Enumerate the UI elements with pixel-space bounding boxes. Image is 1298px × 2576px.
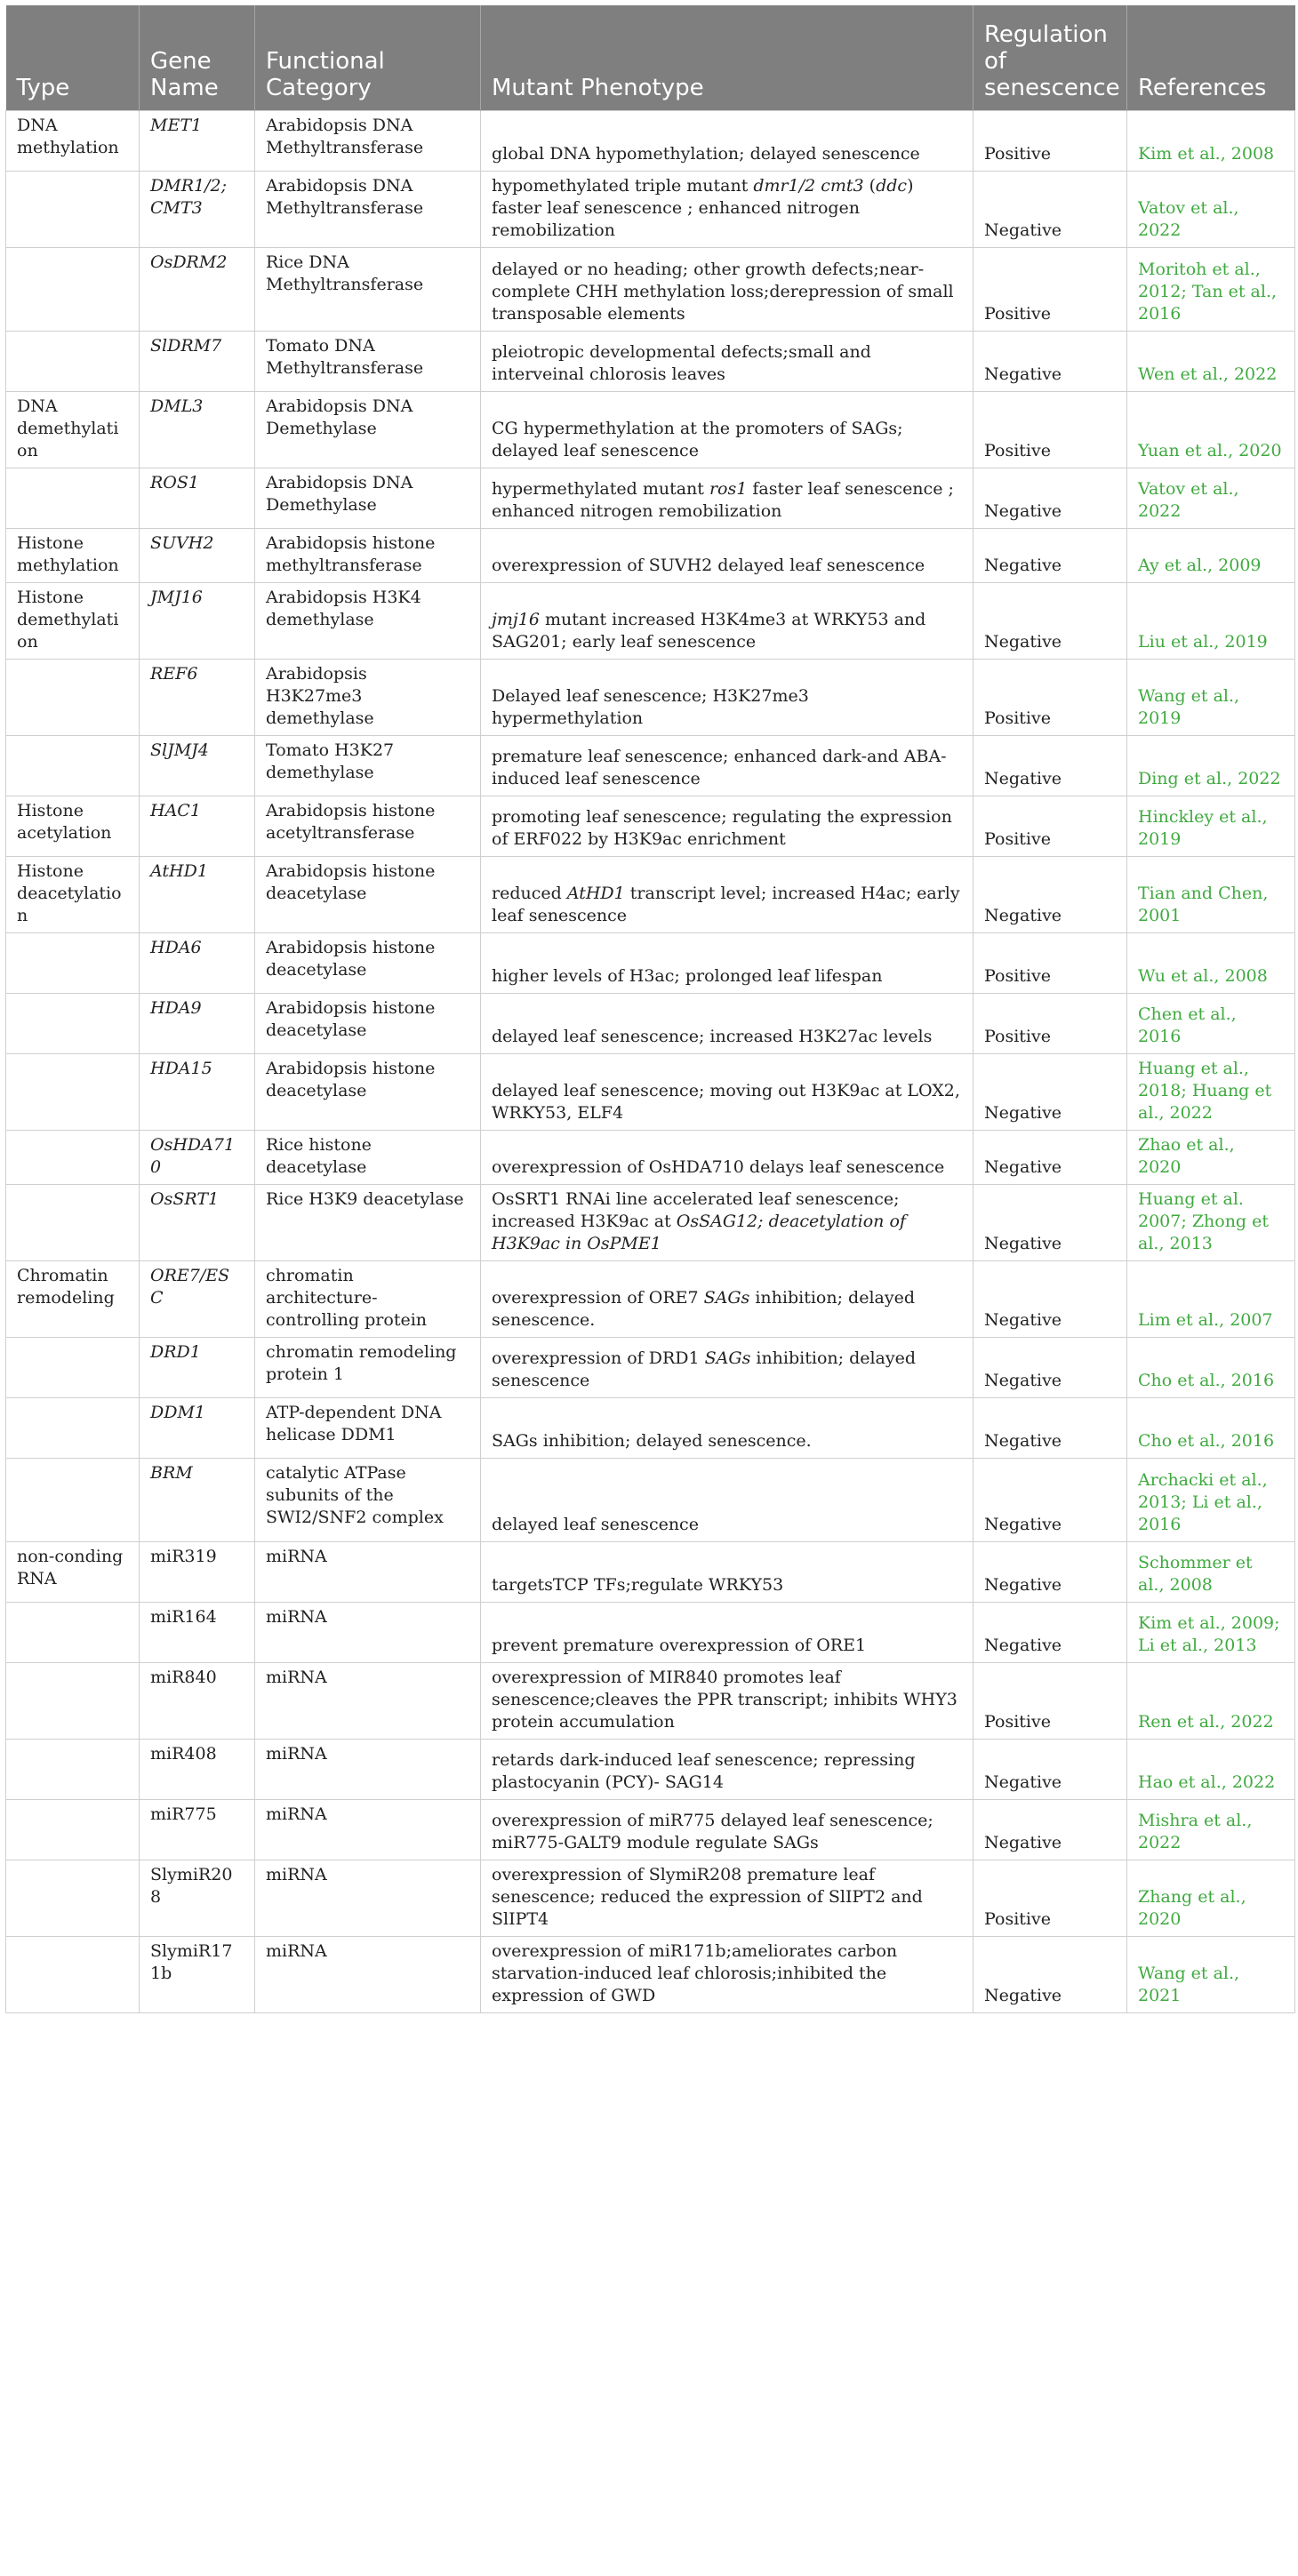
cell-type bbox=[6, 933, 140, 994]
cell-references bbox=[1127, 1937, 1295, 2013]
cell-gene-name: HAC1 bbox=[140, 796, 255, 857]
reference-link[interactable]: Mishra et al., 2022 bbox=[1138, 1811, 1253, 1852]
cell-functional-category: miRNA bbox=[255, 1740, 481, 1800]
reference-link[interactable]: Zhang et al., 2020 bbox=[1138, 1887, 1246, 1929]
cell-type bbox=[6, 994, 140, 1054]
cell-regulation: Negative bbox=[974, 529, 1127, 583]
cell-gene-name: OsDRM2 bbox=[140, 248, 255, 332]
cell-mutant-phenotype: delayed leaf senescence; moving out H3K9ac at LOX2, WRKY53, ELF4 bbox=[481, 1054, 974, 1131]
table-row bbox=[6, 994, 1295, 1054]
cell-functional-category: ATP-dependent DNA helicase DDM1 bbox=[255, 1398, 481, 1459]
cell-functional-category: miRNA bbox=[255, 1603, 481, 1663]
cell-type: Histone acetylation bbox=[6, 796, 140, 857]
cell-type: DNA demethylation bbox=[6, 392, 140, 468]
reference-link[interactable]: Kim et al., 2008 bbox=[1138, 144, 1275, 164]
cell-gene-name: OsSRT1 bbox=[140, 1185, 255, 1261]
cell-gene-name: DRD1 bbox=[140, 1338, 255, 1398]
cell-gene-name: HDA15 bbox=[140, 1054, 255, 1131]
cell-references bbox=[1127, 736, 1295, 796]
reference-link[interactable]: Hao et al., 2022 bbox=[1138, 1772, 1276, 1792]
reference-link[interactable]: Zhao et al., 2020 bbox=[1138, 1135, 1235, 1177]
table-row bbox=[6, 796, 1295, 857]
cell-functional-category: miRNA bbox=[255, 1800, 481, 1860]
cell-functional-category: Arabidopsis H3K27me3 demethylase bbox=[255, 660, 481, 736]
cell-type bbox=[6, 1459, 140, 1542]
cell-references bbox=[1127, 1603, 1295, 1663]
cell-gene-name: SUVH2 bbox=[140, 529, 255, 583]
table-row bbox=[6, 583, 1295, 660]
cell-functional-category: Arabidopsis H3K4 demethylase bbox=[255, 583, 481, 660]
cell-references bbox=[1127, 332, 1295, 392]
cell-type bbox=[6, 1131, 140, 1185]
reference-link[interactable]: Schommer et al., 2008 bbox=[1138, 1553, 1253, 1595]
cell-functional-category: Arabidopsis histone deacetylase bbox=[255, 857, 481, 933]
cell-type: Histone deacetylation bbox=[6, 857, 140, 933]
reference-link[interactable]: Tian and Chen, 2001 bbox=[1138, 884, 1269, 925]
cell-mutant-phenotype: hypomethylated triple mutant dmr1/2 cmt3 (ddc) faster leaf senescence ; enhanced nitrogen remobilization bbox=[481, 172, 974, 248]
cell-type bbox=[6, 1185, 140, 1261]
cell-mutant-phenotype: overexpression of DRD1 SAGs inhibition; delayed senescence bbox=[481, 1338, 974, 1398]
cell-functional-category: miRNA bbox=[255, 1663, 481, 1740]
cell-type bbox=[6, 1398, 140, 1459]
cell-functional-category: chromatin remodeling protein 1 bbox=[255, 1338, 481, 1398]
cell-references bbox=[1127, 1800, 1295, 1860]
table-row bbox=[6, 248, 1295, 332]
cell-functional-category: catalytic ATPase subunits of the SWI2/SNF2 complex bbox=[255, 1459, 481, 1542]
cell-mutant-phenotype: premature leaf senescence; enhanced dark-and ABA- induced leaf senescence bbox=[481, 736, 974, 796]
cell-references bbox=[1127, 857, 1295, 933]
cell-references bbox=[1127, 172, 1295, 248]
cell-references bbox=[1127, 933, 1295, 994]
header-row bbox=[6, 5, 1295, 111]
header-references: References bbox=[1127, 5, 1295, 111]
cell-gene-name: JMJ16 bbox=[140, 583, 255, 660]
reference-link[interactable]: Wu et al., 2008 bbox=[1138, 966, 1268, 986]
cell-gene-name: SlDRM7 bbox=[140, 332, 255, 392]
table-row bbox=[6, 1800, 1295, 1860]
table-row bbox=[6, 736, 1295, 796]
cell-mutant-phenotype: overexpression of miR775 delayed leaf senescence; miR775-GALT9 module regulate SAGs bbox=[481, 1800, 974, 1860]
reference-link[interactable]: Li et al., 2013 bbox=[1138, 1636, 1257, 1655]
table-row bbox=[6, 1261, 1295, 1338]
cell-type bbox=[6, 1860, 140, 1937]
reference-link[interactable]: Huang et al., 2018; bbox=[1138, 1059, 1249, 1100]
cell-references bbox=[1127, 1185, 1295, 1261]
cell-gene-name: OsHDA710 bbox=[140, 1131, 255, 1185]
cell-mutant-phenotype: prevent premature overexpression of ORE1 bbox=[481, 1603, 974, 1663]
header-mutant-phenotype: Mutant Phenotype bbox=[481, 5, 974, 111]
cell-mutant-phenotype: global DNA hypomethylation; delayed senescence bbox=[481, 111, 974, 172]
cell-functional-category: miRNA bbox=[255, 1937, 481, 2013]
cell-mutant-phenotype: jmj16 mutant increased H3K4me3 at WRKY53 and SAG201; early leaf senescence bbox=[481, 583, 974, 660]
table-row bbox=[6, 529, 1295, 583]
table-row bbox=[6, 660, 1295, 736]
cell-mutant-phenotype: delayed leaf senescence bbox=[481, 1459, 974, 1542]
reference-link[interactable]: Wang et al., 2021 bbox=[1138, 1964, 1240, 2005]
table-row bbox=[6, 1338, 1295, 1398]
reference-link[interactable]: Wang et al., 2019 bbox=[1138, 686, 1240, 728]
cell-type bbox=[6, 248, 140, 332]
cell-regulation: Positive bbox=[974, 1663, 1127, 1740]
cell-regulation: Negative bbox=[974, 1740, 1127, 1800]
cell-mutant-phenotype: reduced AtHD1 transcript level; increased H4ac; early leaf senescence bbox=[481, 857, 974, 933]
cell-references bbox=[1127, 994, 1295, 1054]
cell-mutant-phenotype: OsSRT1 RNAi line accelerated leaf senescence; increased H3K9ac at OsSAG12; deacetylation of H3K9ac in OsPME1 bbox=[481, 1185, 974, 1261]
cell-regulation: Negative bbox=[974, 583, 1127, 660]
cell-gene-name: HDA9 bbox=[140, 994, 255, 1054]
cell-mutant-phenotype: pleiotropic developmental defects;small and interveinal chlorosis leaves bbox=[481, 332, 974, 392]
reference-link[interactable]: Cho et al., 2016 bbox=[1138, 1431, 1275, 1451]
cell-type bbox=[6, 1054, 140, 1131]
cell-mutant-phenotype: overexpression of OsHDA710 delays leaf senescence bbox=[481, 1131, 974, 1185]
cell-type: non-conding RNA bbox=[6, 1542, 140, 1603]
reference-link[interactable]: Li et al., 2016 bbox=[1138, 1492, 1262, 1534]
reference-link[interactable]: Archacki et al., 2013; bbox=[1138, 1470, 1268, 1512]
cell-regulation: Negative bbox=[974, 1185, 1127, 1261]
header-regulation: Regulation of senescence bbox=[974, 5, 1127, 111]
table-row bbox=[6, 332, 1295, 392]
table-row bbox=[6, 1860, 1295, 1937]
cell-references bbox=[1127, 1663, 1295, 1740]
reference-link[interactable]: Huang et al. 2007; bbox=[1138, 1189, 1244, 1231]
cell-regulation: Negative bbox=[974, 1261, 1127, 1338]
cell-functional-category: Rice histone deacetylase bbox=[255, 1131, 481, 1185]
cell-mutant-phenotype: overexpression of ORE7 SAGs inhibition; delayed senescence. bbox=[481, 1261, 974, 1338]
table-row bbox=[6, 1459, 1295, 1542]
reference-link[interactable]: Yuan et al., 2020 bbox=[1138, 441, 1282, 460]
reference-link[interactable]: Huang et al., 2022 bbox=[1138, 1081, 1272, 1123]
table-row bbox=[6, 1185, 1295, 1261]
table-row bbox=[6, 1131, 1295, 1185]
cell-references bbox=[1127, 1398, 1295, 1459]
gene-table-sheet bbox=[5, 5, 1294, 2013]
cell-regulation: Positive bbox=[974, 392, 1127, 468]
cell-mutant-phenotype: hypermethylated mutant ros1 faster leaf senescence ; enhanced nitrogen remobilization bbox=[481, 468, 974, 529]
reference-link[interactable]: Vatov et al., 2022 bbox=[1138, 198, 1239, 240]
cell-mutant-phenotype: CG hypermethylation at the promoters of SAGs; delayed leaf senescence bbox=[481, 392, 974, 468]
cell-gene-name: miR840 bbox=[140, 1663, 255, 1740]
cell-mutant-phenotype: promoting leaf senescence; regulating the expression of ERF022 by H3K9ac enrichment bbox=[481, 796, 974, 857]
table-row bbox=[6, 1398, 1295, 1459]
table-row bbox=[6, 392, 1295, 468]
cell-references bbox=[1127, 583, 1295, 660]
cell-references bbox=[1127, 1459, 1295, 1542]
cell-functional-category: Rice H3K9 deacetylase bbox=[255, 1185, 481, 1261]
cell-type: Histone methylation bbox=[6, 529, 140, 583]
reference-link[interactable]: Vatov et al., 2022 bbox=[1138, 479, 1239, 521]
cell-type bbox=[6, 1740, 140, 1800]
header-type: Type bbox=[6, 5, 140, 111]
cell-type bbox=[6, 332, 140, 392]
cell-gene-name: miR408 bbox=[140, 1740, 255, 1800]
cell-type bbox=[6, 1937, 140, 2013]
cell-gene-name: AtHD1 bbox=[140, 857, 255, 933]
cell-gene-name: SlymiR208 bbox=[140, 1860, 255, 1937]
cell-gene-name: HDA6 bbox=[140, 933, 255, 994]
cell-gene-name: ORE7/ESC bbox=[140, 1261, 255, 1338]
reference-link[interactable]: Liu et al., 2019 bbox=[1138, 632, 1268, 652]
cell-type bbox=[6, 1800, 140, 1860]
cell-gene-name: SlJMJ4 bbox=[140, 736, 255, 796]
reference-link[interactable]: Kim et al., 2009; bbox=[1138, 1613, 1280, 1633]
cell-regulation: Negative bbox=[974, 1338, 1127, 1398]
cell-gene-name: REF6 bbox=[140, 660, 255, 736]
reference-link[interactable]: Cho et al., 2016 bbox=[1138, 1371, 1275, 1390]
table-row bbox=[6, 1542, 1295, 1603]
cell-functional-category: Arabidopsis histone deacetylase bbox=[255, 1054, 481, 1131]
cell-functional-category: chromatin architecture-controlling protein bbox=[255, 1261, 481, 1338]
cell-mutant-phenotype: overexpression of SUVH2 delayed leaf senescence bbox=[481, 529, 974, 583]
cell-references bbox=[1127, 1338, 1295, 1398]
cell-functional-category: Arabidopsis histone methyltransferase bbox=[255, 529, 481, 583]
cell-references bbox=[1127, 1261, 1295, 1338]
cell-type bbox=[6, 468, 140, 529]
cell-regulation: Positive bbox=[974, 933, 1127, 994]
cell-regulation: Negative bbox=[974, 1603, 1127, 1663]
cell-type bbox=[6, 1338, 140, 1398]
senescence-epigenetics-table bbox=[5, 5, 1295, 2013]
table-row bbox=[6, 933, 1295, 994]
cell-references bbox=[1127, 111, 1295, 172]
cell-regulation: Negative bbox=[974, 1937, 1127, 2013]
reference-link[interactable]: Ay et al., 2009 bbox=[1138, 556, 1262, 575]
cell-functional-category: Arabidopsis DNA Demethylase bbox=[255, 392, 481, 468]
cell-type: Chromatin remodeling bbox=[6, 1261, 140, 1338]
cell-regulation: Positive bbox=[974, 660, 1127, 736]
cell-references bbox=[1127, 529, 1295, 583]
cell-gene-name: BRM bbox=[140, 1459, 255, 1542]
table-row bbox=[6, 1054, 1295, 1131]
cell-type bbox=[6, 736, 140, 796]
cell-references bbox=[1127, 1542, 1295, 1603]
cell-references bbox=[1127, 392, 1295, 468]
cell-mutant-phenotype: delayed or no heading; other growth defects;near-complete CHH methylation loss;derepression of small transposable elements bbox=[481, 248, 974, 332]
cell-type bbox=[6, 1663, 140, 1740]
cell-regulation: Negative bbox=[974, 172, 1127, 248]
cell-mutant-phenotype: overexpression of MIR840 promotes leaf senescence;cleaves the PPR transcript; inhibits WHY3 protein accumulation bbox=[481, 1663, 974, 1740]
cell-mutant-phenotype: Delayed leaf senescence; H3K27me3 hypermethylation bbox=[481, 660, 974, 736]
cell-regulation: Positive bbox=[974, 248, 1127, 332]
cell-regulation: Negative bbox=[974, 1131, 1127, 1185]
cell-type: Histone demethylation bbox=[6, 583, 140, 660]
cell-functional-category: Arabidopsis histone deacetylase bbox=[255, 994, 481, 1054]
cell-regulation: Positive bbox=[974, 796, 1127, 857]
cell-regulation: Negative bbox=[974, 1459, 1127, 1542]
reference-link[interactable]: Chen et al., 2016 bbox=[1138, 1004, 1237, 1046]
cell-gene-name: DML3 bbox=[140, 392, 255, 468]
table-row bbox=[6, 468, 1295, 529]
table-row bbox=[6, 1937, 1295, 2013]
table-row bbox=[6, 111, 1295, 172]
cell-gene-name: DDM1 bbox=[140, 1398, 255, 1459]
cell-functional-category: miRNA bbox=[255, 1542, 481, 1603]
cell-type bbox=[6, 172, 140, 248]
cell-references bbox=[1127, 1860, 1295, 1937]
cell-functional-category: Tomato H3K27 demethylase bbox=[255, 736, 481, 796]
cell-mutant-phenotype: overexpression of SlymiR208 premature leaf senescence; reduced the expression of SlIPT2 and SlIPT4 bbox=[481, 1860, 974, 1937]
cell-references bbox=[1127, 1131, 1295, 1185]
cell-references bbox=[1127, 1054, 1295, 1131]
reference-link[interactable]: Ren et al., 2022 bbox=[1138, 1712, 1274, 1732]
cell-type bbox=[6, 1603, 140, 1663]
cell-references bbox=[1127, 248, 1295, 332]
table-row bbox=[6, 1663, 1295, 1740]
cell-mutant-phenotype: delayed leaf senescence; increased H3K27ac levels bbox=[481, 994, 974, 1054]
cell-regulation: Positive bbox=[974, 994, 1127, 1054]
cell-regulation: Negative bbox=[974, 332, 1127, 392]
reference-link[interactable]: Wen et al., 2022 bbox=[1138, 364, 1278, 384]
cell-references bbox=[1127, 468, 1295, 529]
reference-link[interactable]: Tan et al., 2016 bbox=[1138, 282, 1278, 324]
cell-gene-name: miR775 bbox=[140, 1800, 255, 1860]
reference-link[interactable]: Moritoh et al., 2012; bbox=[1138, 260, 1261, 301]
table-row bbox=[6, 172, 1295, 248]
cell-type: DNA methylation bbox=[6, 111, 140, 172]
cell-functional-category: Tomato DNA Methyltransferase bbox=[255, 332, 481, 392]
cell-references bbox=[1127, 796, 1295, 857]
cell-functional-category: Arabidopsis histone deacetylase bbox=[255, 933, 481, 994]
table-row bbox=[6, 1603, 1295, 1663]
cell-regulation: Negative bbox=[974, 1398, 1127, 1459]
cell-gene-name: MET1 bbox=[140, 111, 255, 172]
header-functional-category: Functional Category bbox=[255, 5, 481, 111]
cell-type bbox=[6, 660, 140, 736]
cell-regulation: Negative bbox=[974, 1800, 1127, 1860]
cell-regulation: Positive bbox=[974, 1860, 1127, 1937]
cell-mutant-phenotype: overexpression of miR171b;ameliorates carbon starvation-induced leaf chlorosis;inhibited the expression of GWD bbox=[481, 1937, 974, 2013]
cell-references bbox=[1127, 660, 1295, 736]
reference-link[interactable]: Zhong et al., 2013 bbox=[1138, 1212, 1270, 1253]
cell-gene-name: SlymiR171b bbox=[140, 1937, 255, 2013]
cell-functional-category: miRNA bbox=[255, 1860, 481, 1937]
cell-functional-category: Rice DNA Methyltransferase bbox=[255, 248, 481, 332]
reference-link[interactable]: Lim et al., 2007 bbox=[1138, 1310, 1273, 1330]
cell-regulation: Negative bbox=[974, 1054, 1127, 1131]
cell-functional-category: Arabidopsis DNA Methyltransferase bbox=[255, 111, 481, 172]
table-header bbox=[6, 5, 1295, 111]
cell-gene-name: DMR1/2; CMT3 bbox=[140, 172, 255, 248]
cell-mutant-phenotype: retards dark-induced leaf senescence; repressing plastocyanin (PCY)- SAG14 bbox=[481, 1740, 974, 1800]
cell-regulation: Negative bbox=[974, 1542, 1127, 1603]
cell-regulation: Positive bbox=[974, 111, 1127, 172]
cell-functional-category: Arabidopsis histone acetyltransferase bbox=[255, 796, 481, 857]
table-body bbox=[6, 111, 1295, 2013]
reference-link[interactable]: Ding et al., 2022 bbox=[1138, 769, 1281, 788]
cell-regulation: Negative bbox=[974, 468, 1127, 529]
table-row bbox=[6, 857, 1295, 933]
cell-gene-name: miR319 bbox=[140, 1542, 255, 1603]
cell-references bbox=[1127, 1740, 1295, 1800]
cell-regulation: Negative bbox=[974, 857, 1127, 933]
cell-functional-category: Arabidopsis DNA Methyltransferase bbox=[255, 172, 481, 248]
cell-gene-name: ROS1 bbox=[140, 468, 255, 529]
cell-gene-name: miR164 bbox=[140, 1603, 255, 1663]
cell-functional-category: Arabidopsis DNA Demethylase bbox=[255, 468, 481, 529]
header-gene-name: Gene Name bbox=[140, 5, 255, 111]
reference-link[interactable]: Hinckley et al., 2019 bbox=[1138, 807, 1268, 849]
cell-mutant-phenotype: targetsTCP TFs;regulate WRKY53 bbox=[481, 1542, 974, 1603]
cell-mutant-phenotype: SAGs inhibition; delayed senescence. bbox=[481, 1398, 974, 1459]
table-row bbox=[6, 1740, 1295, 1800]
cell-regulation: Negative bbox=[974, 736, 1127, 796]
cell-mutant-phenotype: higher levels of H3ac; prolonged leaf lifespan bbox=[481, 933, 974, 994]
